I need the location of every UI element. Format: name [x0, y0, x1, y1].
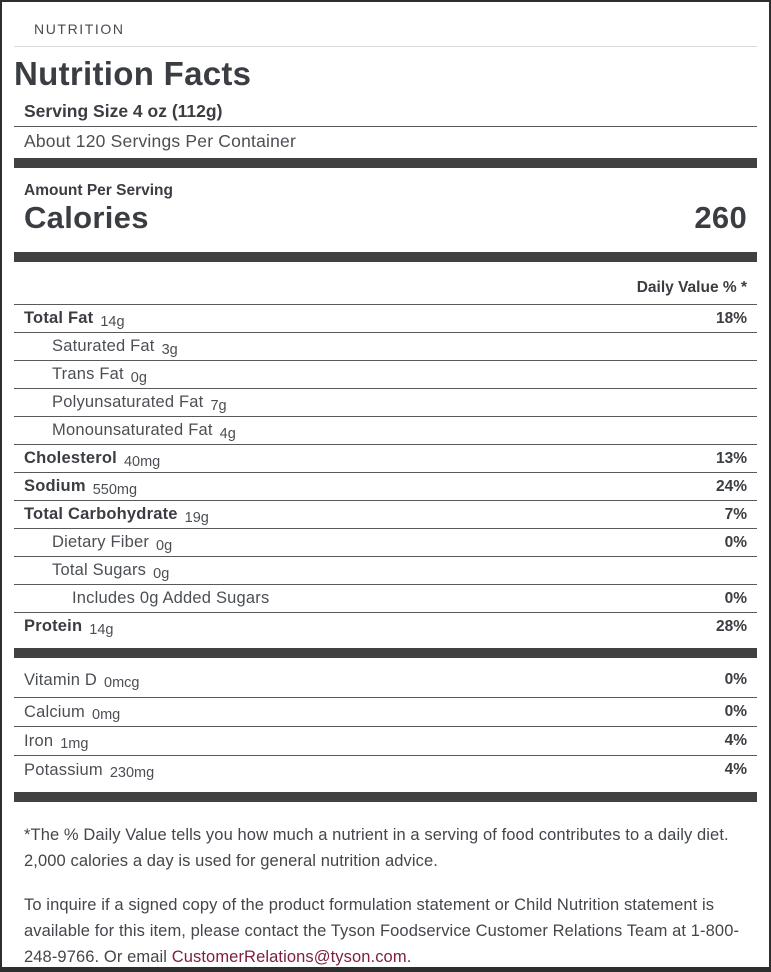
- servings-per-container: About 120 Servings Per Container: [24, 131, 296, 151]
- nutrient-row: [14, 528, 757, 556]
- nutrient-label: Potassium: [24, 760, 103, 779]
- nutrient-row: [14, 388, 757, 416]
- nutrient-row: [14, 697, 757, 726]
- nutrient-amount: 14g: [100, 313, 125, 330]
- calories-row: [14, 200, 757, 242]
- nutrient-daily-value: 0%: [724, 703, 747, 720]
- nutrient-row: [14, 416, 757, 444]
- calories-label: Calories: [24, 200, 149, 235]
- nutrient-row: [14, 360, 757, 388]
- nutrient-rows: [14, 304, 757, 640]
- nutrient-label: Sodium: [24, 477, 86, 495]
- nutrient-daily-value: 0%: [724, 589, 747, 607]
- nutrient-row: [14, 663, 757, 697]
- nutrient-amount: 0g: [130, 369, 147, 386]
- section-heading-nutrition: NUTRITION: [34, 21, 125, 37]
- contact-text-suffix: .: [406, 948, 412, 966]
- nutrient-daily-value: 4%: [724, 761, 747, 778]
- nutrient-row: [14, 332, 757, 360]
- nutrient-row: [14, 584, 757, 612]
- nutrient-label: Calcium: [24, 702, 85, 721]
- nutrient-row: [14, 444, 757, 472]
- daily-value-footnote: *The % Daily Value tells you how much a nutrient in a serving of food contributes to a daily diet. 2,000 calories a day is used for general nutrition advice.: [24, 826, 729, 870]
- nutrient-amount: 7g: [210, 397, 227, 414]
- nutrient-daily-value: 7%: [724, 505, 747, 523]
- nutrient-amount: 0g: [156, 537, 173, 554]
- nutrient-row: [14, 472, 757, 500]
- email-link[interactable]: CustomerRelations@tyson.com: [171, 948, 407, 966]
- nutrient-amount: 4g: [219, 425, 236, 442]
- nutrient-label: Total Fat: [24, 309, 94, 327]
- dark-divider: [14, 126, 757, 127]
- nutrient-label: Trans Fat: [52, 365, 124, 383]
- nutrient-row: [14, 556, 757, 584]
- nutrition-facts-title: Nutrition Facts: [14, 55, 252, 92]
- nutrient-daily-value: 0%: [724, 533, 747, 551]
- nutrient-amount: 19g: [184, 509, 209, 526]
- contact-footnote: [14, 892, 757, 970]
- nutrient-label: Monounsaturated Fat: [52, 421, 213, 439]
- contact-text: To inquire if a signed copy of the product formulation statement or Child Nutrition statement is available for this item, please contact the Tyson Foodservice Customer Relations Team at 1-800-248-9766. Or email: [24, 896, 740, 966]
- nutrient-amount: 14g: [89, 621, 114, 638]
- section-bar: [14, 158, 757, 168]
- nutrient-daily-value: 4%: [724, 732, 747, 749]
- nutrient-amount: 40mg: [123, 453, 161, 470]
- nutrient-row: [14, 304, 757, 332]
- amount-per-serving-label: Amount Per Serving: [24, 182, 173, 199]
- nutrient-row: [14, 726, 757, 755]
- nutrient-label: Cholesterol: [24, 449, 117, 467]
- nutrient-row: [14, 500, 757, 528]
- section-bar: [14, 252, 757, 262]
- nutrient-label: Vitamin D: [24, 670, 98, 689]
- nutrient-amount: 0mcg: [104, 675, 140, 691]
- nutrient-amount: 230mg: [109, 765, 155, 781]
- daily-value-header: Daily Value % *: [636, 279, 747, 296]
- nutrient-amount: 3g: [161, 341, 178, 358]
- nutrient-label: Saturated Fat: [52, 337, 155, 355]
- nutrient-row: [14, 755, 757, 784]
- nutrient-label: Total Sugars: [52, 561, 147, 579]
- nutrient-amount: 1mg: [60, 736, 89, 752]
- nutrient-amount: 0g: [153, 565, 170, 582]
- light-divider: [14, 46, 757, 47]
- nutrient-daily-value: 18%: [715, 309, 747, 327]
- section-bar: [14, 648, 757, 658]
- nutrient-label: Includes 0g Added Sugars: [72, 589, 270, 607]
- nutrient-label: Dietary Fiber: [52, 533, 150, 551]
- nutrient-row: [14, 612, 757, 640]
- nutrient-amount: 550mg: [92, 481, 138, 498]
- nutrient-label: Protein: [24, 617, 83, 635]
- nutrient-daily-value: 28%: [715, 617, 747, 635]
- nutrient-daily-value: 0%: [724, 671, 747, 688]
- nutrient-daily-value: 13%: [715, 449, 747, 467]
- serving-size: Serving Size 4 oz (112g): [24, 101, 223, 121]
- section-bar: [14, 792, 757, 802]
- nutrient-daily-value: 24%: [715, 477, 747, 495]
- vitamin-rows: [14, 663, 757, 784]
- nutrient-label: Iron: [24, 731, 54, 750]
- nutrient-amount: 0mg: [92, 707, 121, 723]
- nutrient-label: Polyunsaturated Fat: [52, 393, 204, 411]
- nutrient-label: Total Carbohydrate: [24, 505, 178, 523]
- calories-value: 260: [694, 200, 747, 235]
